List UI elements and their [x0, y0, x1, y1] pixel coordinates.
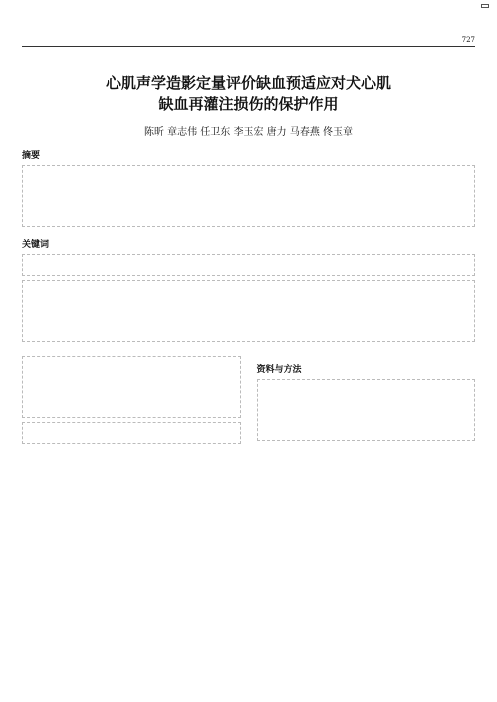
- watermark-stamp: [481, 4, 489, 8]
- author-list: 陈昕 章志伟 任卫东 李玉宏 唐力 马春燕 佟玉章: [143, 127, 354, 138]
- article-title: [22, 73, 475, 115]
- title-line-2: 缺血再灌注损伤的保护作用: [158, 95, 339, 113]
- keywords-cn-body: [22, 254, 475, 276]
- title-line-1: 心肌声学造影定量评价缺血预适应对犬心肌: [105, 74, 391, 92]
- body-columns: [22, 352, 475, 444]
- page-number: 727: [461, 36, 475, 44]
- running-head: [22, 36, 475, 47]
- keywords-cn-label: 关键词: [22, 240, 50, 250]
- author-footnote: [22, 422, 241, 444]
- english-abstract-block: [22, 280, 475, 342]
- abstract-cn-body: [22, 165, 475, 227]
- abstract-cn-label: 摘要: [22, 151, 41, 161]
- introduction-text: [22, 356, 241, 418]
- materials-methods-label: 资料与方法: [256, 365, 302, 375]
- right-column: [257, 352, 476, 444]
- materials-methods-text: [257, 379, 476, 441]
- left-column: [22, 352, 241, 444]
